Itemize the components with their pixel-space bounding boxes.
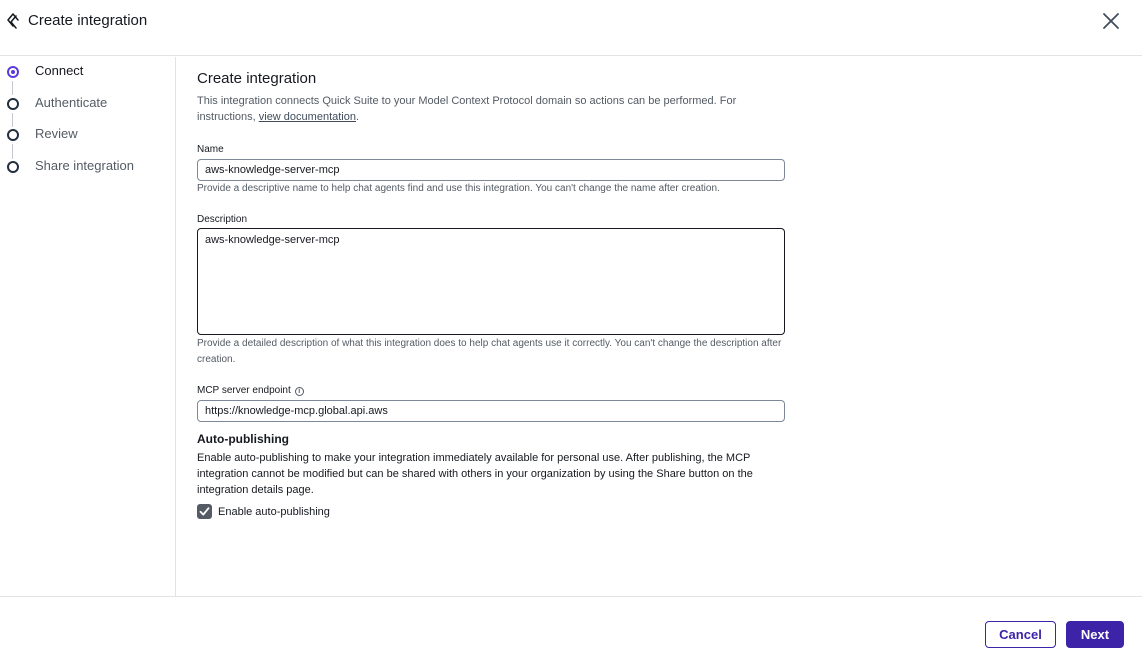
close-icon[interactable] [1100,10,1122,32]
cancel-button[interactable]: Cancel [985,621,1056,648]
next-button[interactable]: Next [1066,621,1124,648]
step-label: Review [35,126,78,141]
form-title: Create integration [197,70,317,87]
step-label: Connect [35,63,84,78]
view-documentation-link[interactable]: view documentation [258,111,356,123]
endpoint-label: MCP server endpoint i [197,385,304,397]
endpoint-input[interactable] [197,400,785,422]
step-indicator-icon [7,98,19,110]
auto-publishing-description: Enable auto-publishing to make your integration immediately available for personal use. After publishing, the MCP integration cannot be modified but can be shared with others in your organization by using the Share button on the integration details page. [197,452,753,496]
modal-header [0,0,1142,56]
modal-title: Create integration [28,12,148,29]
step-indicator-icon [7,161,19,173]
step-review[interactable] [0,125,170,145]
auto-publishing-checkbox[interactable] [197,504,212,519]
step-label: Share integration [35,158,135,173]
description-hint: Provide a detailed description of what this integration does to help chat agents use it correctly. You can't change the description after creation. [197,338,782,365]
name-label: Name [197,144,224,155]
auto-publishing-checkbox-label[interactable]: Enable auto-publishing [218,506,330,518]
info-icon[interactable]: i [295,387,304,396]
step-authenticate[interactable] [0,94,170,114]
step-indicator-icon [7,129,19,141]
quick-suite-logo-icon [6,13,20,29]
wizard-steps [0,57,176,596]
description-label: Description [197,214,248,225]
modal-footer [0,596,1142,663]
checkmark-icon [199,506,210,517]
step-connect[interactable] [0,62,170,82]
step-active-indicator-icon [7,66,19,78]
form-intro: This integration connects Quick Suite to your Model Context Protocol domain so actions can be performed. For instructions, view documentation. [197,95,737,123]
step-connector [12,81,13,95]
description-input[interactable] [197,228,785,335]
name-hint: Provide a descriptive name to help chat agents find and use this integration. You can't change the name after creation. [197,183,720,194]
name-input[interactable] [197,159,785,181]
auto-publishing-title: Auto-publishing [197,432,289,446]
step-share-integration[interactable] [0,157,170,177]
step-label: Authenticate [35,95,108,110]
